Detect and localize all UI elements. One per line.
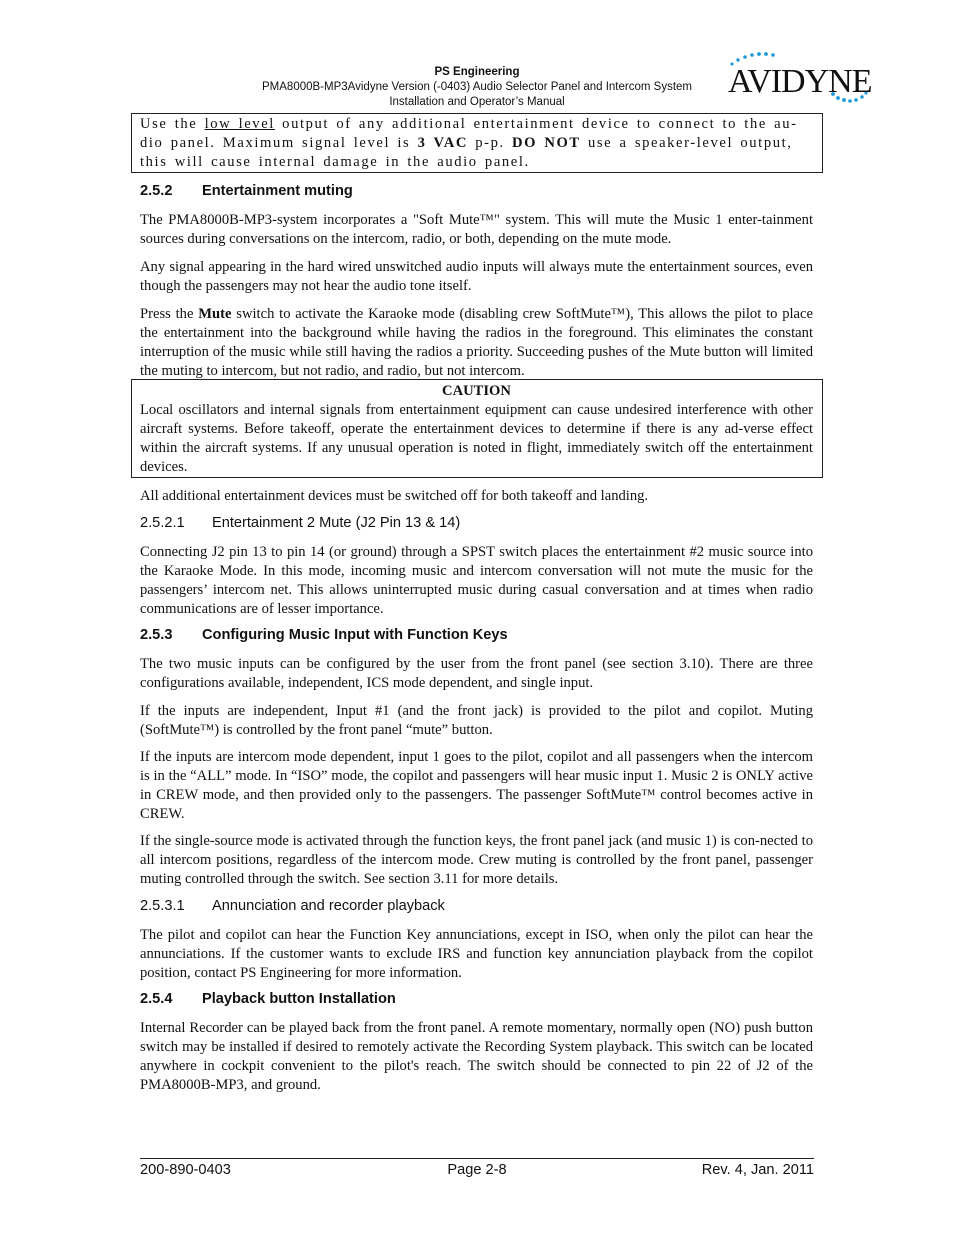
notice-line-3: this will cause internal damage in the audio panel. — [140, 154, 530, 170]
header-subtitle: Installation and Operator’s Manual — [389, 96, 565, 108]
logo-wordmark: AVIDYNE — [728, 63, 872, 100]
heading-2-5-2: 2.5.2 Entertainment muting — [140, 183, 353, 199]
heading-2-5-4: 2.5.4 Playback button Installation — [140, 991, 396, 1007]
heading-2-5-3: 2.5.3 Configuring Music Input with Function Keys — [140, 627, 508, 643]
footer-doc-number: 200-890-0403 — [140, 1162, 231, 1178]
heading-2-5-3-1: 2.5.3.1 Annunciation and recorder playback — [140, 898, 445, 914]
avidyne-logo — [722, 50, 872, 108]
para-2-5-3-3: If the inputs are intercom mode dependent, input 1 goes to the pilot, copilot and all passengers when the intercom is in the “ALL” mode. In “ISO” mode, the copilot and passengers will hear music input 1. Music 2 is ONLY active in CREW mode, and then provided only to the passengers. The passenger SoftMute™ control becomes active in CREW. — [140, 749, 813, 822]
notice-line-1: Use the low level output of any additional entertainment device to connect to the au- — [140, 116, 798, 132]
para-2-5-2-1: The PMA8000B-MP3-system incorporates a "Soft Mute™" system. This will mute the Music 1 enter-tainment sources during conversations on the intercom, radio, or both, depending on the mute mode. — [140, 212, 813, 247]
para-2-5-4-1: Internal Recorder can be played back from the front panel. A remote momentary, normally open (NO) push button switch may be installed if desired to remotely activate the Recording System playback. This switch can be located anywhere in cockpit convenient to the pilot's reach. The switch should be connected to pin 22 of J2 of the PMA8000B-MP3, and ground. — [140, 1020, 813, 1093]
heading-2-5-2-1: 2.5.2.1 Entertainment 2 Mute (J2 Pin 13 & 14) — [140, 515, 461, 531]
para-2-5-3-1: The two music inputs can be configured by the user from the front panel (see section 3.10). There are three configurations available, independent, ICS mode dependent, and single input. — [140, 656, 813, 691]
header-title: PMA8000B-MP3Avidyne Version (-0403) Audio Selector Panel and Intercom System — [262, 81, 692, 93]
para-2-5-2-3: Press the Mute switch to activate the Karaoke mode (disabling crew SoftMute™), This allows the pilot to place the entertainment into the background while having the radios in the foreground. This eliminates the constant interruption of the music while still having the radios a priority. Succeeding pushes of the Mute button will limited the muting to intercom, but not radio, and radio, but not intercom. — [140, 306, 813, 379]
para-after-caution: All additional entertainment devices must be switched off for both takeoff and landing. — [140, 488, 649, 504]
para-2-5-3-1-1: The pilot and copilot can hear the Function Key annunciations, except in ISO, when only the pilot can hear the annunciations. If the customer wants to exclude IRS and function key annunciation playback from the copilot position, contact PS Engineering for more information. — [140, 927, 813, 981]
header-company: PS Engineering — [434, 66, 520, 78]
para-2-5-2-2: Any signal appearing in the hard wired unswitched audio inputs will always mute the entertainment sources, even though the passengers may not hear the audio tone itself. — [140, 259, 813, 294]
notice-line-2: dio panel. Maximum signal level is 3 VAC p-p. DO NOT use a speaker-level output, — [140, 135, 793, 151]
para-2-5-3-4: If the single-source mode is activated through the function keys, the front panel jack (and music 1) is con-nected to all intercom positions, regardless of the intercom mode. Crew muting is controlled by the front panel, passenger muting controlled through the switch. See section 3.11 for more details. — [140, 833, 813, 887]
para-2-5-2-1-1: Connecting J2 pin 13 to pin 14 (or ground) through a SPST switch places the entertainment #2 music source into the Karaoke Mode. In this mode, incoming music and intercom conversation will not mute the music for the passengers’ intercom net. This allows uninterrupted music during casual conversation and at times when radio communications are of lesser importance. — [140, 544, 813, 617]
caution-text: Local oscillators and internal signals from entertainment equipment can cause undesired interference with other aircraft systems. Before takeoff, operate the entertainment devices to determine if there is any ad-verse effect within the aircraft systems. If any unusual operation is noted in flight, immediately switch off the entertainment devices. — [140, 402, 813, 475]
caution-title: CAUTION — [442, 383, 511, 399]
footer-rule — [140, 1158, 814, 1159]
footer-page-number: Page 2-8 — [447, 1162, 507, 1178]
footer-revision: Rev. 4, Jan. 2011 — [701, 1162, 814, 1178]
para-2-5-3-2: If the inputs are independent, Input #1 (and the front jack) is provided to the pilot and copilot. Muting (SoftMute™) is controlled by the front panel “mute” button. — [140, 703, 813, 738]
